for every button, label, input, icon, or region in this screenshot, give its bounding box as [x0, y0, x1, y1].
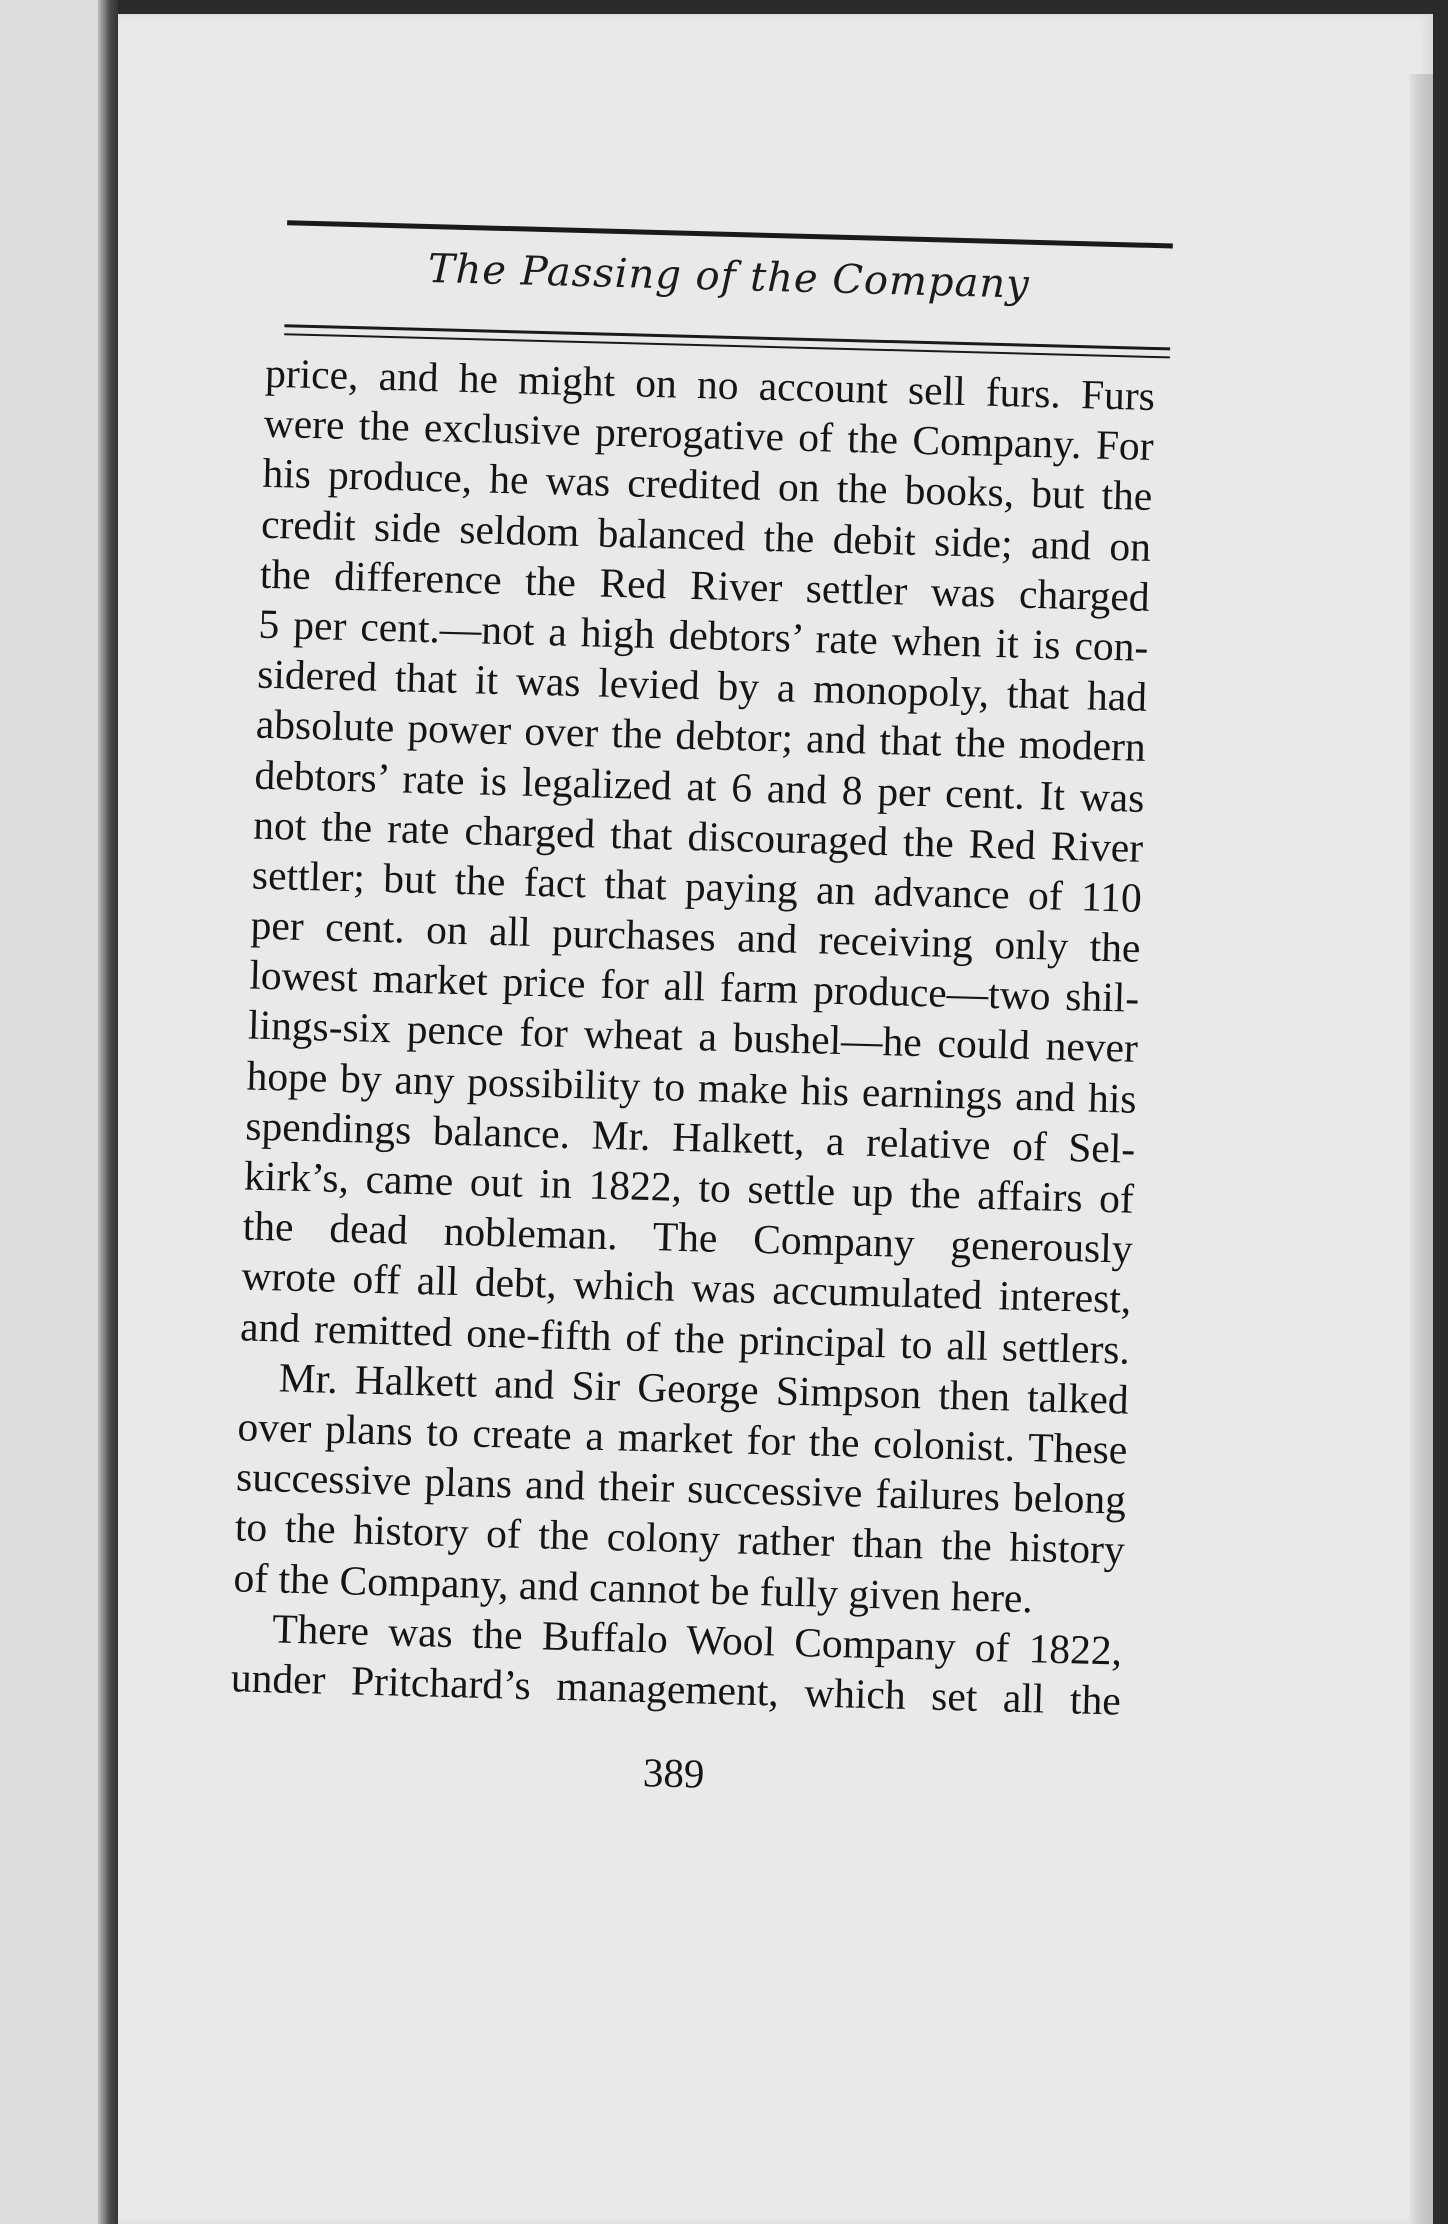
text-line: Mr. Halkett and Sir George Simpson then talked	[278, 1354, 1130, 1423]
text-line: successive plans and their successive failures belong	[235, 1453, 1127, 1523]
text-line: per cent. on all purchases and receiving only the	[250, 901, 1142, 971]
page-number: 389	[642, 1749, 706, 1797]
text-line: absolute power over the debtor; and that the modern	[255, 700, 1147, 771]
text-line: his produce, he was credited on the books, but the	[261, 450, 1153, 520]
header-rule-top	[287, 220, 1173, 248]
text-line: lowest market price for all farm produce—two shil-	[248, 951, 1140, 1022]
text-line: were the exclusive prerogative of the Company. For	[263, 399, 1155, 470]
text-line: wrote off all debt, which was accumulated interest,	[240, 1252, 1132, 1323]
text-line: There was the Buffalo Wool Company of 1822,	[271, 1605, 1123, 1674]
text-line: over plans to create a market for the colonist. These	[237, 1403, 1128, 1473]
text-line: kirk’s, came out in 1822, to settle up the affairs of	[243, 1152, 1135, 1222]
text-line: sidered that it was levied by a monopoly, that had	[256, 650, 1148, 721]
text-line: spendings balance. Mr. Halkett, a relative of Sel-	[244, 1102, 1136, 1172]
text-line: debtors’ rate is legalized at 6 and 8 per cent. It was	[254, 751, 1145, 821]
text-line: of the Company, and cannot be fully given here.	[233, 1553, 1034, 1621]
text-line: price, and he might on no account sell furs. Furs	[264, 349, 1156, 420]
text-line: lings-six pence for wheat a bushel—he could never	[247, 1001, 1139, 1072]
text-line: the difference the Red River settler was charged	[259, 550, 1151, 620]
text-line: to the history of the colony rather than the history	[234, 1503, 1126, 1573]
text-line: 5 per cent.—not a high debtors’ rate when it is con-	[258, 600, 1149, 670]
running-head: The Passing of the Company	[427, 245, 1031, 308]
text-line: the dead nobleman. The Company generously	[242, 1202, 1134, 1272]
text-line: hope by any possibility to make his earnings and his	[246, 1052, 1138, 1122]
text-line: not the rate charged that discouraged the Red River	[252, 801, 1144, 871]
body-text	[230, 348, 1155, 1726]
text-line: settler; but the fact that paying an advance of 110	[251, 851, 1143, 921]
text-line: under Pritchard’s management, which set all the	[230, 1654, 1122, 1724]
text-line: and remitted one-fifth of the principal to all settlers.	[239, 1302, 1131, 1373]
text-line: credit side seldom balanced the debit side; and on	[260, 500, 1152, 570]
